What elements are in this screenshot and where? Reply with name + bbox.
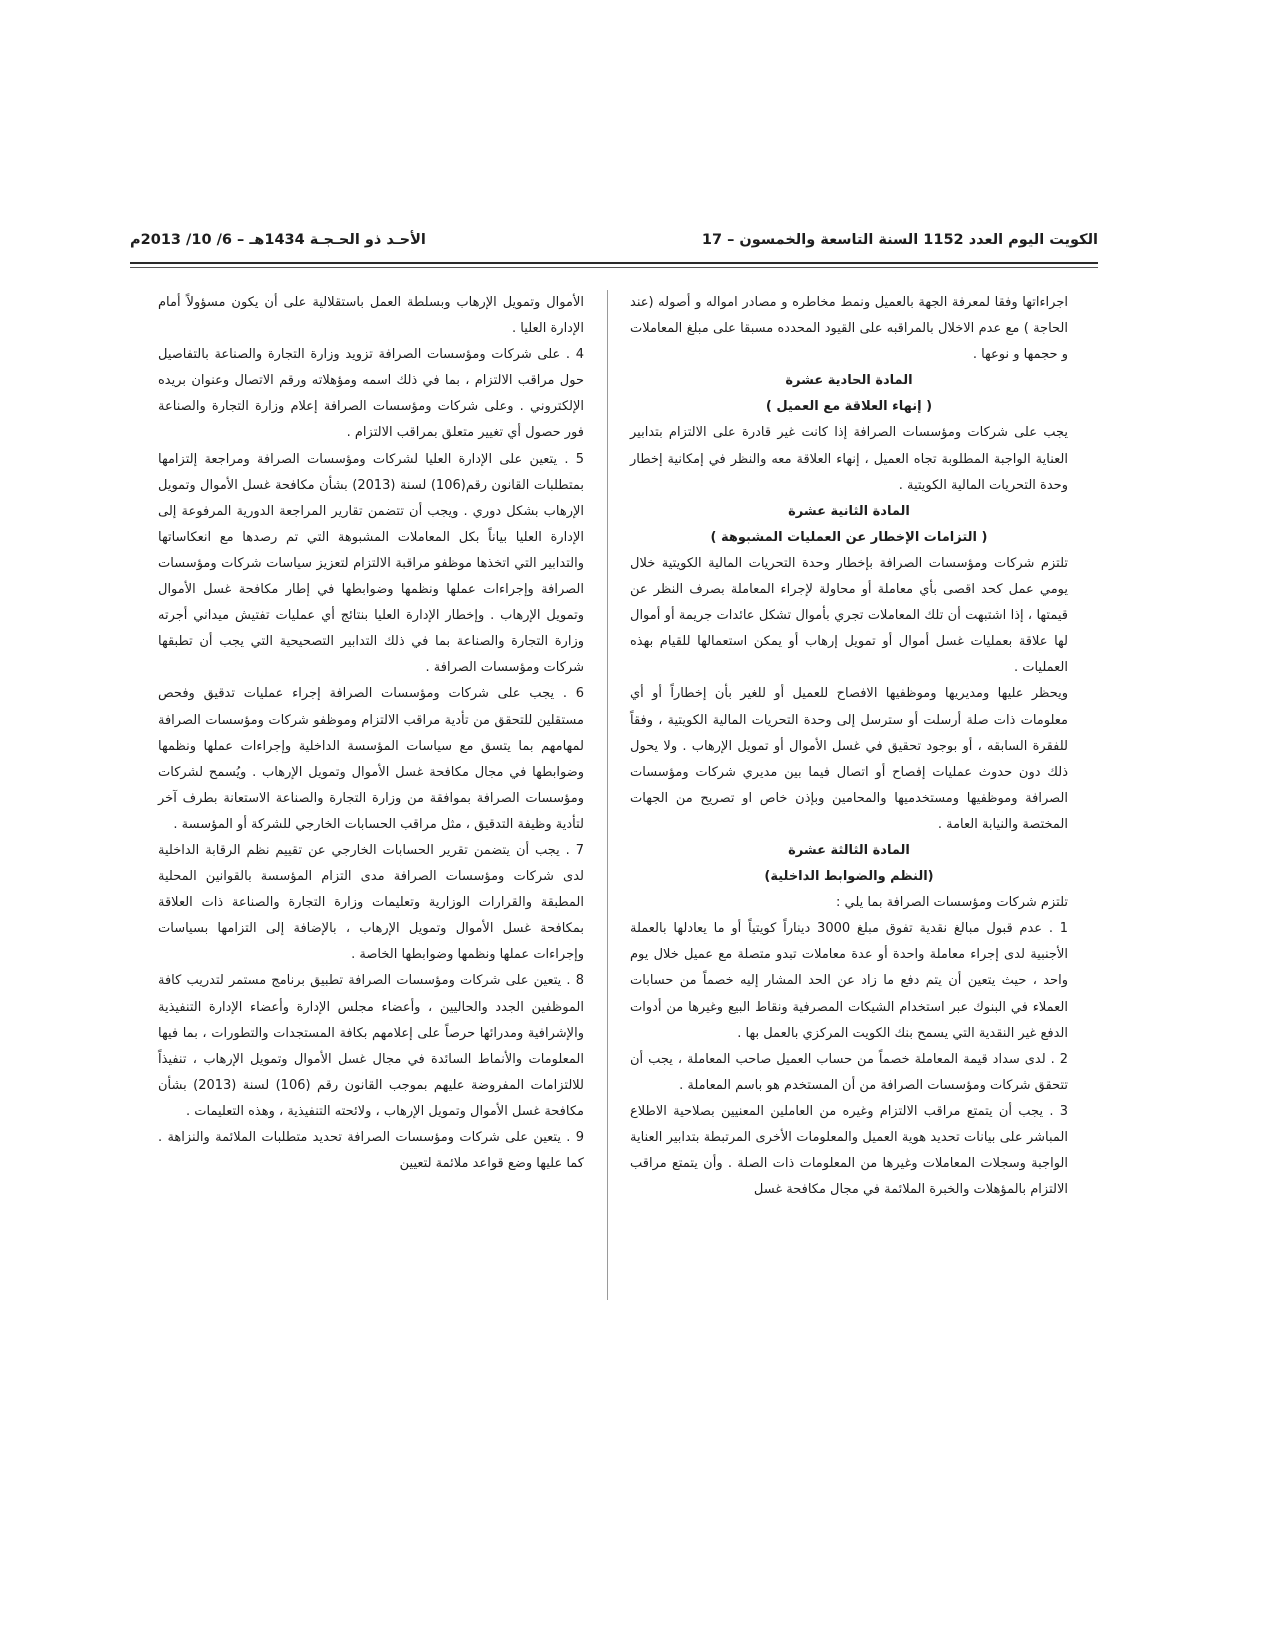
- page-header: [130, 232, 1098, 256]
- item-4: 4 . على شركات ومؤسسات الصرافة تزويد وزارة التجارة والصناعة بالتفاصيل حول مراقب الالتزام ، بما في ذلك اسمه ومؤهلاته ورقم الاتصال وعنوان بريده الإلكتروني . وعلى شركات ومؤسسات الصرافة إعلام وزارة التجارة والصناعة فور حصول أي تغيير متعلق بمراقب الالتزام .: [158, 347, 584, 441]
- right-column: [630, 290, 1068, 1203]
- paragraph: اجراءاتها وفقا لمعرفة الجهة بالعميل ونمط مخاطره و مصادر امواله و أصوله (عند الحاجة ) مع عدم الاخلال بالمراقبه على القيود المحدده مسبقا على مبلغ المعاملات و حجمها و نوعها .: [630, 295, 1068, 363]
- article-13-item-3: 3 . يجب أن يتمتع مراقب الالتزام وغيره من العاملين المعنيين بصلاحية الاطلاع المباشر على بيانات تحديد هوية العميل والمعلومات الأخرى المرتبطة بتدابير العناية الواجبة وسجلات المعاملات وغيرها من المعلومات ذات الصلة . وأن يتمتع مراقب الالتزام بالمؤهلات والخبرة الملائمة في مجال مكافحة غسل: [630, 1103, 1068, 1198]
- item-7: 7 . يجب أن يتضمن تقرير الحسابات الخارجي عن تقييم نظم الرقابة الداخلية لدى شركات ومؤسسات الصرافة مدى التزام المؤسسة بالقوانين المحلية المطبقة والقرارات الوزارية وتعليمات وزارة التجارة والصناعة ذات العلاقة بمكافحة غسل الأموال وتمويل الإرهاب ، بالإضافة إلى التزامها بسياسات وإجراءات عملها ونظمها وضوابطها الخاصة .: [158, 842, 584, 963]
- article-11-text: يجب على شركات ومؤسسات الصرافة إذا كانت غير قادرة على الالتزام بتدابير العناية الواجبة المطلوبة تجاه العميل ، إنهاء العلاقة معه والنظر في إمكانية إخطار وحدة التحريات المالية الكويتية .: [630, 425, 1068, 493]
- article-11-title: المادة الحادية عشرة: [785, 373, 913, 389]
- article-12-text-2: ويحظر عليها ومديريها وموظفيها الافصاح للعميل أو للغير بأن إخطاراً أو أي معلومات ذات صلة أرسلت أو سترسل إلى وحدة التحريات المالية الكويتية ، وفقاً للفقرة السابقه ، أو بوجود تحقيق في غسل الأموال أو تمويل الإرهاب . ولا يحول ذلك دون حدوث عمليات إفصاح أو اتصال فيما بين مديري شركات ومؤسسات الصرافة وموظفيها ومستخدميها والمحامين وبإذن خاص او تصريح من الجهات المختصة والنيابة العامة .: [630, 686, 1068, 832]
- article-12-subtitle: ( التزامات الإخطار عن العمليات المشبوهة ): [710, 529, 988, 545]
- header-rule-thick: [130, 262, 1098, 264]
- item-6: 6 . يجب على شركات ومؤسسات الصرافة إجراء عمليات تدقيق وفحص مستقلين للتحقق من تأدية مراقب الالتزام وموظفو شركات ومؤسسات الصرافة لمهامهم بما يتسق مع سياسات المؤسسة الداخلية وإجراءات عملها ونظمها وضوابطها في مجال مكافحة غسل الأموال وتمويل الإرهاب . ويُسمح لشركات ومؤسسات الصرافة بموافقة من وزارة التجارة والصناعة الاستعانة بطرف آخر لتأدية وظيفة التدقيق ، مثل مراقب الحسابات الخارجي للشركة أو المؤسسة .: [158, 686, 584, 832]
- article-13-item-2: 2 . لدى سداد قيمة المعاملة خصماً من حساب العميل صاحب المعاملة ، يجب أن تتحقق شركات ومؤسسات الصرافة من أن المستخدم هو باسم المعاملة .: [630, 1051, 1068, 1093]
- item-9: 9 . يتعين على شركات ومؤسسات الصرافة تحديد متطلبات الملائمة والنزاهة . كما عليها وضع قواعد ملائمة لتعيين: [158, 1130, 584, 1172]
- article-12-title: المادة الثانية عشرة: [788, 503, 910, 519]
- header-date: الأحـد ذو الحـجـة 1434هـ – 6/ 10/ 2013م: [130, 232, 426, 248]
- article-13-item-1: 1 . عدم قبول مبالغ نقدية تفوق مبلغ 3000 ديناراً كويتياً أو ما يعادلها بالعملة الأجنبية لدى إجراء معاملة واحدة أو عدة معاملات تبدو متصلة مع عميل خلال يوم واحد ، حيث يتعين أن يتم دفع ما زاد عن الحد المشار إليه خصماً من حسابات العملاء في البنوك عبر استخدام الشيكات المصرفية ونقاط البيع وغيرها من أدوات الدفع غير النقدية التي يسمح بنك الكويت المركزي بالعمل بها .: [630, 921, 1068, 1041]
- article-11-subtitle: ( إنهاء العلاقة مع العميل ): [765, 399, 933, 415]
- article-13-subtitle: (النظم والضوابط الداخلية): [764, 869, 934, 885]
- left-column: [158, 290, 584, 1177]
- item-5: 5 . يتعين على الإدارة العليا لشركات ومؤسسات الصرافة ومراجعة إلتزامها بمتطلبات القانون رقم(106) لسنة (2013) بشأن مكافحة غسل الأموال وتمويل الإرهاب بشكل دوري . ويجب أن تتضمن تقارير المراجعة الدورية المرفوعة إلى الإدارة العليا بياناً بكل المعاملات المشبوهة التي تم رصدها مع انعكاساتها والتدابير التي اتخذها موظفو مراقبة الالتزام لتعزيز سياسات شركات ومؤسسات الصرافة وإجراءات عملها ونظمها وضوابطها في إطار مكافحة غسل الأموال وتمويل الإرهاب . وإخطار الإدارة العليا بنتائج أي عمليات تفتيش ميداني أجرته وزارة التجارة والصناعة بما في ذلك التدابير التصحيحية التي يجب أن تطبقها شركات ومؤسسات الصرافة .: [158, 451, 585, 676]
- article-13-title: المادة الثالثة عشرة: [788, 842, 910, 858]
- header-issue-info: الكويت اليوم العدد 1152 السنة التاسعة والخمسون – 17: [701, 232, 1098, 248]
- item-8: 8 . يتعين على شركات ومؤسسات الصرافة تطبيق برنامج مستمر لتدريب كافة الموظفين الجدد والحاليين ، وأعضاء مجلس الإدارة وأعضاء الإدارة التنفيذية والإشرافية ومدرائها حرصاً على إعلامهم بكافة المستجدات والتطورات ، بما فيها المعلومات والأنماط السائدة في مجال غسل الأموال وتمويل الإرهاب ، تنفيذاً للالتزامات المفروضة عليهم بموجب القانون رقم (106) لسنة (2013) بشأن مكافحة غسل الأموال وتمويل الإرهاب ، ولائحته التنفيذية ، وهذه التعليمات .: [158, 973, 585, 1119]
- header-rule-thin: [130, 267, 1098, 268]
- column-divider: [607, 290, 608, 1300]
- article-13-intro: تلتزم شركات ومؤسسات الصرافة بما يلي :: [835, 895, 1068, 911]
- article-12-text-1: تلتزم شركات ومؤسسات الصرافة بإخطار وحدة التحريات المالية الكويتية خلال يومي عمل كحد اقصى بأي معاملة أو محاولة لإجراء المعاملة بصرف النظر عن قيمتها ، إذا اشتبهت أن تلك المعاملات تجري بأموال تشكل عائدات جريمة أو أموال لها علاقة بعمليات غسل أموال أو تمويل إرهاب أو يمكن استعمالها للقيام بهذه العمليات .: [630, 555, 1068, 676]
- paragraph: الأموال وتمويل الإرهاب وبسلطة العمل باستقلالية على أن يكون مسؤولاً أمام الإدارة العليا .: [158, 295, 584, 337]
